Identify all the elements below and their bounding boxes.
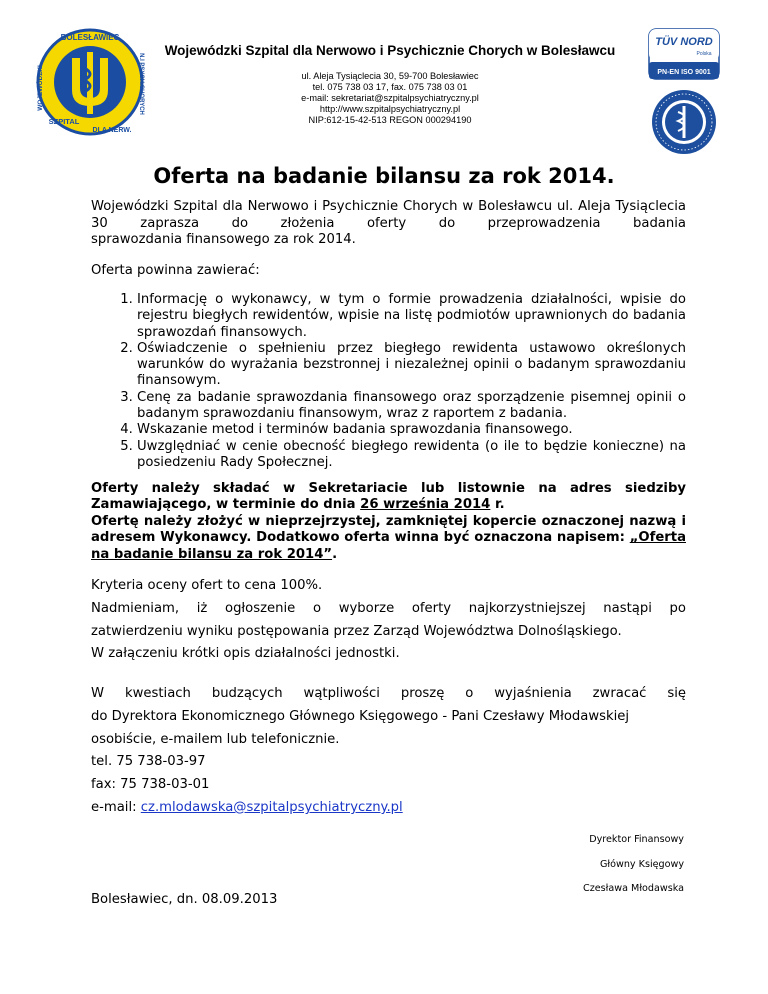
submission-text: Ofertę należy złożyć w nieprzejrzystej, zamkniętej kopercie oznaczonej nazwą i adresem Wykonawcy. Dodatkowo oferta winna być oznaczona napisem: xyxy=(91,513,686,546)
logo-text-bottom2: DLA NERW. xyxy=(92,127,132,134)
list-item: 5. Uwzględniać w cenie obecność biegłego rewidenta (o ile to będzie konieczne) na posiedzeniu Rady Społecznej. xyxy=(137,439,686,472)
submission-deadline: 26 września 2014 xyxy=(360,497,491,513)
email-contact-line xyxy=(91,797,686,820)
submission-text: . xyxy=(332,546,338,562)
cert-standard: PN-EN ISO 9001 xyxy=(657,69,711,76)
website-line: http://www.szpitalpsychiatryczny.pl xyxy=(319,104,461,114)
logo-text-top: BOLESŁAWIEC xyxy=(60,33,120,42)
nip-regon-line: NIP:612-15-42-513 REGON 000294190 xyxy=(308,115,472,125)
submission-text: Oferty należy składać w Sekretariacie lub listownie na adres siedziby Zamawiającego, w terminie do dnia xyxy=(91,481,686,513)
contact-line: W kwestiach budzących wątpliwości proszę o wyjaśnienia zwracać się xyxy=(91,686,686,701)
logo-text-bottom1: SZPITAL xyxy=(48,117,80,126)
requirements-list xyxy=(91,292,686,471)
cert-country: Polska xyxy=(696,51,712,57)
email-line: e-mail: sekretariat@szpitalpsychiatryczny.pl xyxy=(301,93,479,103)
email-label: e-mail: xyxy=(91,799,141,815)
fax-line: fax: 75 738-03-01 xyxy=(91,777,210,793)
logo-text-right: N.I PSYCH.CHORYCH xyxy=(138,53,144,115)
place-date: Bolesławiec, dn. 08.09.2013 xyxy=(91,892,278,907)
signature-name: Czesława Młodawska xyxy=(583,883,684,894)
accreditation-seal-icon xyxy=(650,88,718,156)
attachment-text: W załączeniu krótki opis działalności jednostki. xyxy=(91,646,400,662)
list-item: 4. Wskazanie metod i terminów badania sprawozdania finansowego. xyxy=(137,422,686,438)
notice-line: Nadmieniam, iż ogłoszenie o wyborze oferty najkorzystniejszej nastąpi po xyxy=(91,600,686,616)
cert-brand: TÜV NORD xyxy=(655,36,713,48)
list-item: 2. Oświadczenie o spełnieniu przez biegłego rewidenta ustawowo określonych warunków do wyrażania bezstronnej i niezależnej opinii o badanym sprawozdaniu finansowym. xyxy=(137,341,686,390)
offer-should-contain: Oferta powinna zawierać: xyxy=(91,263,260,278)
logo-text-left: WOJEWÓDZKI xyxy=(37,65,44,111)
page-title: Oferta na badanie bilansu za rok 2014. xyxy=(153,164,615,188)
criteria-text: Kryteria oceny ofert to cena 100%. xyxy=(91,578,323,593)
notice-line: zatwierdzeniu wyniku postępowania przez Zarząd Województwa Dolnośląskiego. xyxy=(91,623,622,639)
signature-title: Dyrektor Finansowy xyxy=(589,834,684,845)
signature-role: Główny Księgowy xyxy=(599,859,684,870)
institution-name: Wojewódzki Szpital dla Nerwowo i Psychicznie Chorych w Bolesławcu xyxy=(164,43,616,58)
email-link[interactable]: cz.mlodawska@szpitalpsychiatryczny.pl xyxy=(140,799,403,815)
intro-paragraph-line2: sprawozdania finansowego za rok 2014. xyxy=(91,232,356,247)
contact-line: osobiście, e-mailem lub telefonicznie. xyxy=(91,731,340,747)
submission-instructions xyxy=(91,481,686,563)
submission-text: r. xyxy=(490,497,505,513)
contact-line: do Dyrektora Ekonomicznego Głównego Księgowego - Pani Czesławy Młodawskiej xyxy=(91,708,630,724)
contact-block xyxy=(91,683,686,820)
notice-block xyxy=(91,575,686,666)
tel-line: tel. 75 738-03-97 xyxy=(91,754,206,770)
list-item: 1. Informację o wykonawcy, w tym o formie prowadzenia działalności, wpisie do rejestru biegłych rewidentów, wpisie na listę podmiotów uprawnionych do badania sprawozdań finansowych. xyxy=(137,292,686,341)
list-item: 3. Cenę za badanie sprawozdania finansowego oraz sporządzenie pisemnej opinii o badanym sprawozdaniu finansowym, wraz z raportem z badania. xyxy=(137,390,686,423)
phone-line: tel. 075 738 03 17, fax. 075 738 03 01 xyxy=(312,82,468,92)
address-line: ul. Aleja Tysiąclecia 30, 59-700 Bolesławiec xyxy=(301,71,479,81)
intro-paragraph-line1: Wojewódzki Szpital dla Nerwowo i Psychicznie Chorych w Bolesławcu ul. Aleja Tysiąclecia 30 zaprasza do złożenia oferty do przeprowadzenia badania xyxy=(91,199,686,231)
submission-label: „Oferta na badanie bilansu za rok 2014” xyxy=(91,530,686,562)
hospital-logo xyxy=(34,28,146,136)
tuv-nord-certificate-logo xyxy=(648,28,720,80)
institution-address xyxy=(250,71,530,126)
